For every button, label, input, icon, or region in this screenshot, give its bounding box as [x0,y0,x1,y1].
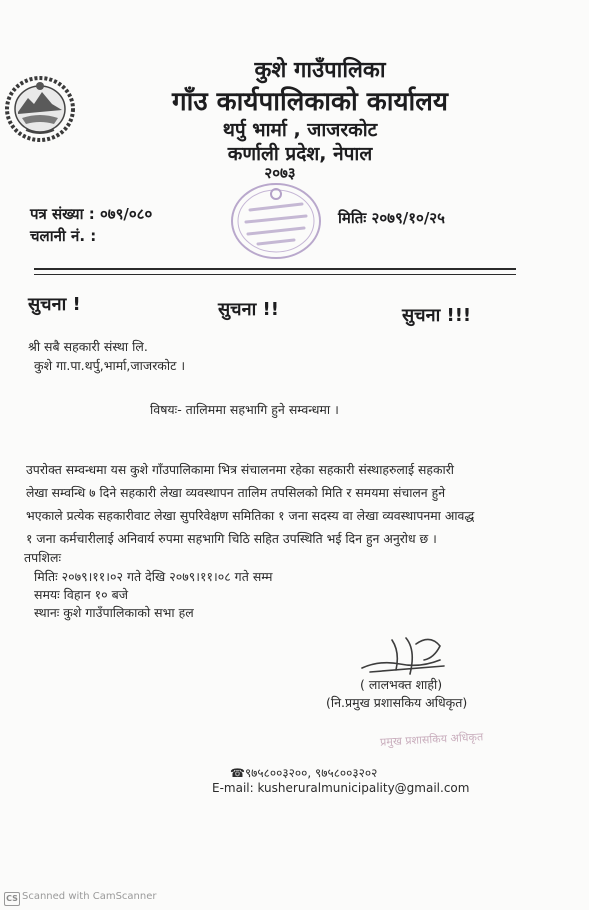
province-line: कर्णाली प्रदेश, नेपाल [227,143,373,165]
letter-date: मितिः २०७९/१०/२५ [338,209,445,227]
body-line: भएकाले प्रत्येक सहकारीवाट लेखा सुपरिवेक्षण समितिका १ जना सदस्य वा लेखा व्यवस्थापनमा आवद्ध [26,508,475,523]
notice-heading-right: सुचना !!! [402,305,472,326]
body-line: उपरोक्त सम्वन्धमा यस कुशे गाँउपालिकामा भित्र संचालनमा रहेका सहकारी संस्थाहरुलाई सहकारी [26,462,454,477]
details-date: मितिः २०७९।११।०२ गते देखि २०७९।११।०८ गते सम्म [34,569,273,584]
header-divider-thin [34,274,516,275]
office-seal-stamp [228,180,324,262]
subject-line: विषयः- तालिममा सहभागि हुने सम्वन्धमा । [150,402,339,417]
recipient-line-1: श्री सबै सहकारी संस्था लि. [28,339,148,354]
handwritten-signature [340,630,460,678]
dispatch-number: चलानी नं. : [30,227,97,245]
camscanner-logo-icon: CS [4,892,20,906]
signatory-name: ( लालभक्त शाही) [360,677,443,692]
nepal-emblem-logo [4,74,76,144]
letter-number: पत्र संख्या : ०७९/०८० [30,205,153,223]
details-venue: स्थानः कुशे गाउँपालिकाको सभा हल [34,605,194,620]
body-line: १ जना कर्मचारीलाई अनिवार्य रुपमा सहभागि चिठि सहित उपस्थिति भई दिन हुन अनुरोध छ । [26,531,437,546]
recipient-line-2: कुशे गा.पा.थर्पु,भार्मा,जाजरकोट । [34,358,186,373]
body-paragraph [26,458,536,550]
office-address: थर्पु भार्मा , जाजरकोट [222,119,378,141]
signatory-title: (नि.प्रमुख प्रशासकिय अधिकृत) [326,695,468,710]
details-time: समयः विहान १० बजे [34,587,129,602]
body-line: लेखा सम्वन्धि ७ दिने सहकारी लेखा व्यवस्थापन तालिम तपसिलको मिति र समयमा संचालन हुने [26,485,446,500]
municipality-name: कुशे गाउँपालिका [254,58,386,83]
details-heading: तपशिलः [24,550,61,565]
notice-heading-center: सुचना !! [218,299,279,320]
notice-heading-left: सुचना ! [28,294,81,315]
scanner-watermark: Scanned with CamScanner [22,891,157,902]
office-name: गाँउ कार्यपालिकाको कार्यालय [172,87,448,117]
establishment-year: २०७३ [264,164,296,182]
footer-phone: ☎९७५८००३२००, ९७५८००३२०२ [230,766,378,780]
faint-officer-stamp: प्रमुख प्रशासकिय अधिकृत [379,730,484,749]
footer-email: E-mail: kusheruralmunicipality@gmail.com [212,781,470,795]
header-divider [34,268,516,270]
